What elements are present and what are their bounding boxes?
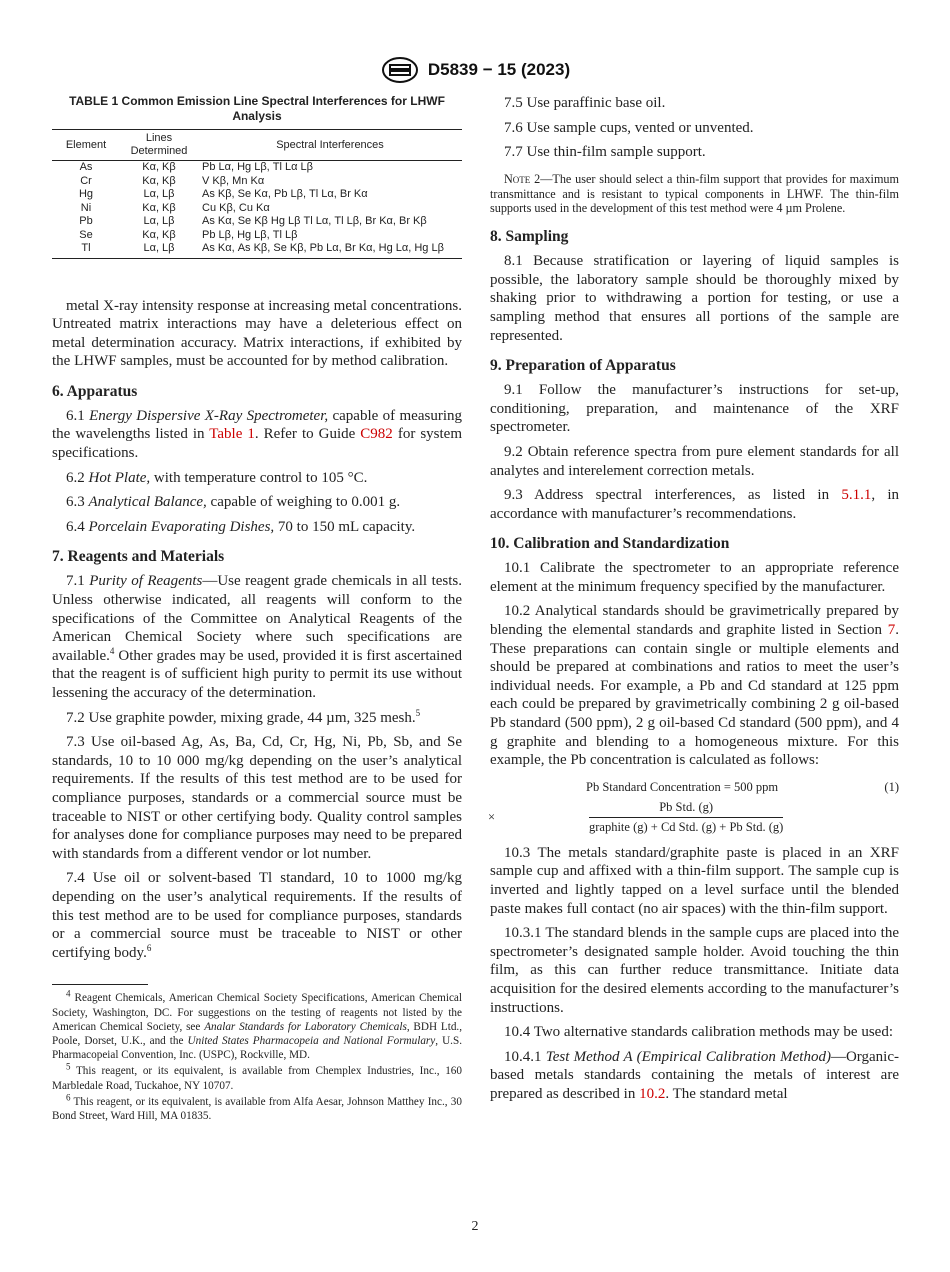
equation-fraction [589,800,783,835]
para-9-2: 9.2 Obtain reference spectra from pure element standards for all analytes and interelement correction metals. [490,443,899,479]
col-header-interferences: Spectral Interferences [198,130,462,161]
table-header-row [52,130,462,161]
para-6-4: 6.4 Porcelain Evaporating Dishes, 70 to 150 mL capacity. [66,518,416,535]
cell-interferences: Pb Lβ, Hg Lβ, Tl Lβ [202,228,298,241]
footnote-divider [52,984,148,985]
table-1-link[interactable]: Table 1 [209,426,255,443]
cell-lines: Lα, Lβ [143,188,175,200]
para-10-3: 10.3 The metals standard/graphite paste is placed in an XRF sample cup and affixed with a thin-film support. The sample cup is inverted and lightly tapped on a level surface until the blended paste makes full contact (no air spaces) with the thin-film support. [490,844,899,917]
cell-interferences: As Kα, Se Kβ Hg Lβ Tl Lα, Tl Lβ, Br Kα, Br Kβ [202,215,427,227]
guide-c982-link[interactable]: C982 [360,426,393,443]
cell-interferences: Pb Lα, Hg Lβ, Tl Lα Lβ [202,161,313,173]
para-6-1: 6.1 Energy Dispersive X-Ray Spectrometer, capable of measuring the wavelengths listed in Table 1. Refer to Guide C982 for system specifications. [52,407,462,462]
section-9-heading: 9. Preparation of Apparatus [490,357,676,375]
para-7-2: 7.2 Use graphite powder, mixing grade, 44 µm, 325 mesh.$^5$ [66,707,421,726]
section-7-link[interactable]: 7 [887,622,896,639]
astm-logo-icon [380,56,420,84]
para-7-7: 7.7 Use thin-film sample support. [504,144,706,161]
table-row [52,242,462,258]
cell-element: Ni [80,201,92,214]
left-column [52,94,462,1125]
para-8-1: 8.1 Because stratification or layering of liquid samples is possible, the laboratory sample should be thoroughly mixed by shaking prior to withdrawing a portion for testing, or use a sampling method that ensures all portions of the sample are represented. [490,253,899,344]
para-10-1: 10.1 Calibrate the spectrometer to an appropriate reference element at the minimum frequency specified by the manufacturer. [490,560,899,595]
cell-element: Se [79,228,93,241]
table-row [52,202,462,216]
equation-numerator: Pb Std. (g) [659,799,714,814]
cell-lines: Kα, Kβ [142,201,176,214]
note-2: Note 2—The user should select a thin-film support that provides for maximum transmittance and is resistant to typical components in LHWF. The thin-film supports used in the development of this test method were 4 µm Prolene. [490,171,899,216]
cell-element: As [79,161,93,173]
page-header [0,56,950,84]
footnote-ref-4: 4 [109,645,115,656]
cell-element: Pb [79,215,93,227]
para-6-3: 6.3 Analytical Balance, capable of weighing to 0.001 g. [66,494,401,511]
cell-element: Tl [52,242,120,258]
section-5-1-1-link[interactable]: 5.1.1 [841,487,872,504]
table-row [52,188,462,202]
continued-paragraph: metal X-ray intensity response at increasing metal concentrations. Untreated matrix interactions may have a deleterious effect on metal determination accuracy. Matrix interactions, if exhibited by the LHWF samples, must be accounted for by method calibration. [52,297,462,370]
footnote-4: $^4$ Reagent Chemicals, American Chemical Society Specifications, American Chemical Society, Washington, DC. For suggestions on the testing of reagents not listed by the American Chemical Society, see Analar Standards for Laboratory Chemicals, BDH Ltd., Poole, Dorset, U.K., and the United States Pharmacopeia and National Formulary, U.S. Pharmacopeial Convention, Inc. (USPC), Rockville, MD. [52,988,463,1062]
cell-lines: Lα, Lβ [120,242,198,258]
cell-interferences: As Kα, As Kβ, Se Kβ, Pb Lα, Br Kα, Hg Lα, Hg Lβ [198,242,462,258]
footnote-6: $^6$ This reagent, or its equivalent, is available from Alfa Aesar, Johnson Matthey Inc., 30 Bond Street, Ward Hill, MA 01835. [52,1092,462,1122]
para-10-4-1: 10.4.1 Test Method A (Empirical Calibration Method)—Organic-based metals standards containing the metals of interest are prepared as described in 10.2. The standard metal [490,1048,899,1102]
equation-number: (1) [884,779,899,794]
cell-lines: Kα, Kβ [142,228,176,241]
equation-denominator: graphite (g) + Cd Std. (g) + Pb Std. (g) [589,817,783,835]
para-7-5: 7.5 Use paraffinic base oil. [504,95,666,111]
para-10-3-1: 10.3.1 The standard blends in the sample cups are placed into the spectrometer’s designated sample holder. Avoid touching the thin film, as this can further reduce transmittance. Initiate data acquisition for the desired elements according to the manufacturer’s instructions. [490,925,899,1016]
cell-interferences: V Kβ, Mn Kα [202,174,265,187]
cell-lines: Kα, Kβ [142,174,176,187]
cell-interferences: Cu Kβ, Cu Kα [202,201,270,214]
col-header-lines: Lines Determined [120,130,198,161]
col-header-element: Element [52,130,120,161]
page-number: 2 [471,1219,479,1234]
spectral-interference-table [52,129,462,259]
equation-1 [490,778,899,840]
para-7-6: 7.6 Use sample cups, vented or unvented. [504,119,754,136]
table-row [52,161,462,175]
cell-interferences: As Kβ, Se Kα, Pb Lβ, Tl Lα, Br Kα [202,188,368,200]
cell-lines: Kα, Kβ [142,161,176,173]
section-7-heading: 7. Reagents and Materials [52,548,225,566]
cell-lines: Lα, Lβ [143,215,175,227]
para-7-4: 7.4 Use oil or solvent-based Tl standard, 10 to 1000 mg/kg depending on the user’s analytical requirements. If the results of this test method are to be used for compliance purposes, standards or a commercial source must be traceable to NIST or other certifying body.$^6$ [52,870,462,961]
para-6-2: 6.2 Hot Plate, with temperature control to 105 °C. [66,469,368,486]
section-8-heading: 8. Sampling [490,228,569,246]
table-row [52,229,462,243]
para-7-3: 7.3 Use oil-based Ag, As, Ba, Cd, Cr, Hg, Ni, Pb, Sb, and Se standards, 10 to 10 000 mg/kg depending on the user’s analytical requirements. If the results of this test method are to be used for compliance purposes, standards or a commercial source must be traceable to NIST or other certifying body. Quality control samples for analyses done for compliance purposes may need to be prepared with standards from a different vendor or lot number. [52,734,462,862]
table-row [52,215,462,229]
equation-times: × [488,809,496,824]
para-7-1: 7.1 Purity of Reagents—Use reagent grade chemicals in all tests. Unless otherwise indicated, all reagents will conform to the specifications of the Committee on Analytical Reagents of the American Chemical Society where such specifications are available.$^4$ Other grades may be used, provided it is first ascertained that the reagent is of sufficient high purity to permit its use without lessening the accuracy of the determination. [52,573,462,701]
para-10-2: 10.2 Analytical standards should be gravimetrically prepared by blending the elemental standards and graphite listed in Section 7. These preparations can contain single or multiple elements and should be prepared at combinations and ratios to meet the user’s individual needs. For example, a Pb and Cd standard at 125 ppm each could be prepared by gravimetrically combining 2 g oil-based Pb standard (500 ppm), 2 g oil-based Cd standard (500 ppm), and 4 g graphite and blending to a homogeneous mixture. For this example, the Pb concentration is calculated as follows: [490,603,899,769]
table-row [52,175,462,189]
section-10-heading: 10. Calibration and Standardization [490,535,730,553]
section-6-heading: 6. Apparatus [52,382,138,400]
section-10-2-link[interactable]: 10.2 [639,1085,666,1102]
footnote-5: $^5$ This reagent, or its equivalent, is available from Chemplex Industries, Inc., 160 Marbledale Road, Tuckahoe, NY 10707. [52,1061,462,1092]
cell-element: Cr [80,174,92,187]
right-column [490,94,899,1110]
para-10-4: 10.4 Two alternative standards calibration methods may be used: [504,1024,893,1041]
cell-element: Hg [78,188,94,200]
equation-line-1: Pb Standard Concentration = 500 ppm [586,779,779,794]
document-id: D5839 − 15 (2023) [427,60,571,79]
footnote-ref-5: 5 [415,707,421,718]
para-9-3: 9.3 Address spectral interferences, as listed in 5.1.1, in accordance with manufacturer’s recommendations. [490,487,899,522]
table-caption: TABLE 1 Common Emission Line Spectral Interferences for LHWF Analysis [69,94,445,123]
para-9-1: 9.1 Follow the manufacturer’s instructions for set-up, conditioning, preparation, and maintenance of the XRF spectrometer. [490,382,899,436]
footnote-ref-6: 6 [146,942,152,953]
